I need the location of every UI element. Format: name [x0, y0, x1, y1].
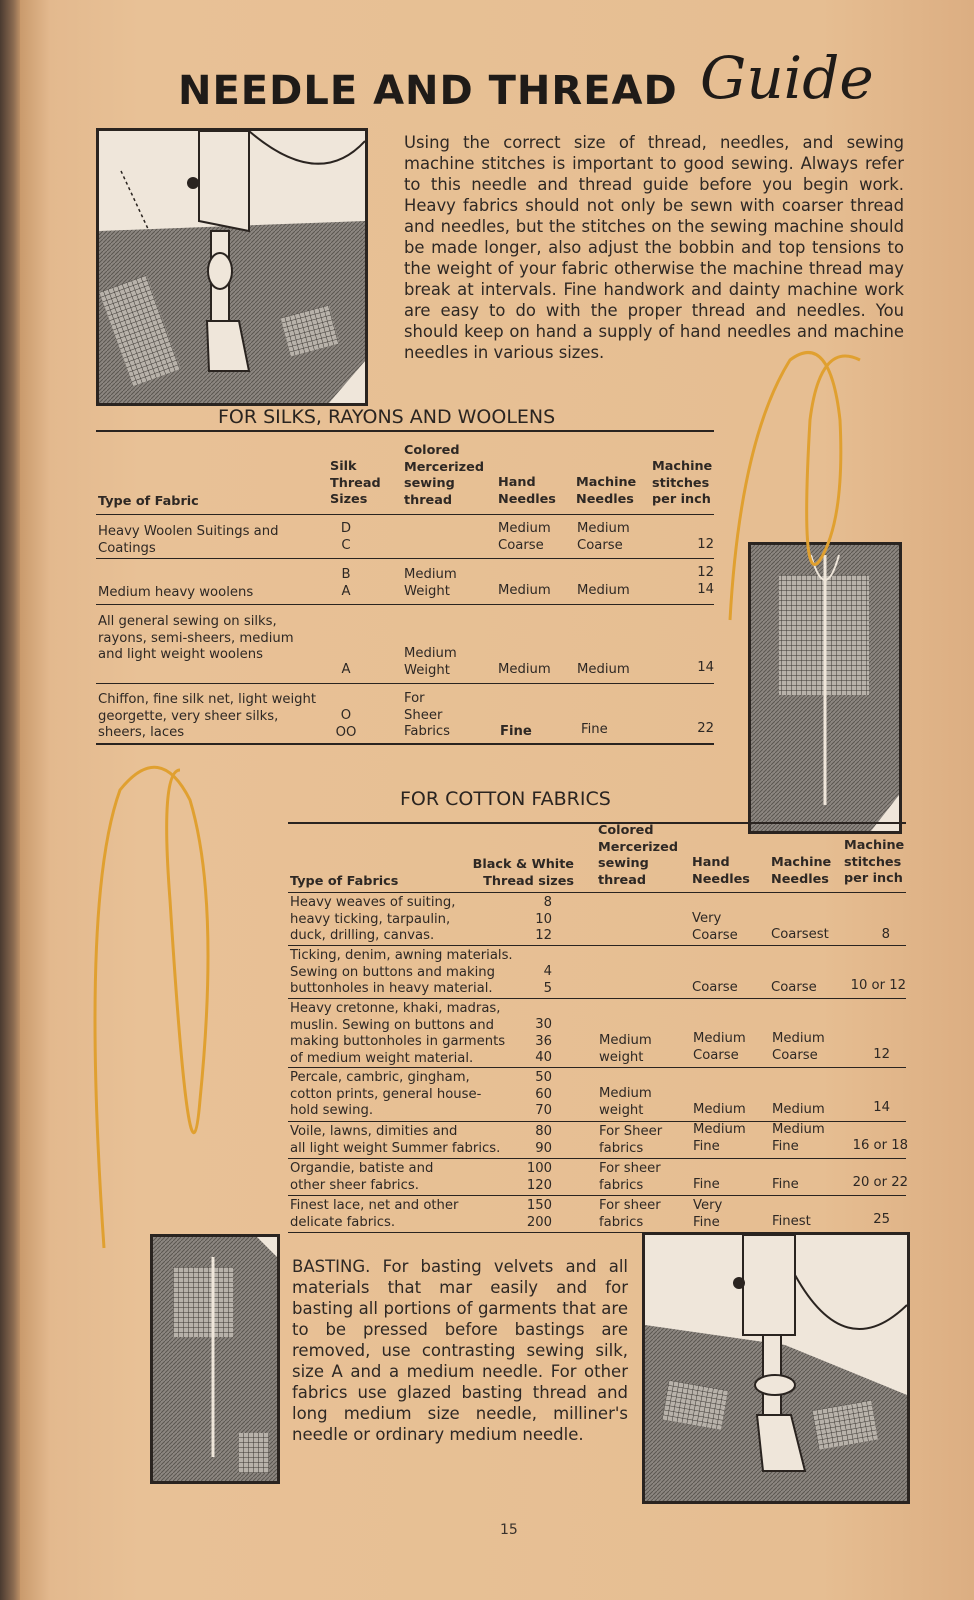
silk-table-top-rule [96, 430, 714, 432]
cotton-row-0-rule [288, 945, 906, 946]
cotton-row-6-colored: For sheer fabrics [599, 1198, 661, 1230]
silk-row-2-colored: Medium Weight [404, 646, 457, 678]
fabric-needle-illustration-bottom-left [150, 1234, 280, 1484]
cotton-row-2-hand: Medium Coarse [693, 1031, 746, 1063]
cotton-row-6-bw: 150 200 [526, 1198, 552, 1230]
silk-row-2-hand: Medium [498, 662, 551, 677]
cotton-row-3-stitches: 14 [873, 1100, 890, 1115]
silk-row-1-fabric: Medium heavy woolens [98, 585, 254, 600]
silk-row-2-rule [96, 683, 714, 684]
silk-row-3-colored: For Sheer Fabrics [404, 691, 451, 739]
silk-row-3-machine: Fine [581, 722, 608, 737]
silk-table-bottom-rule [96, 743, 714, 745]
cotton-row-6-machine: Finest [772, 1214, 811, 1229]
silk-row-1-rule [96, 604, 714, 605]
cotton-header-bw: Black & White Thread sizes [472, 857, 574, 889]
cotton-row-2-stitches: 12 [873, 1047, 890, 1062]
silk-row-3-hand: Fine [500, 724, 532, 739]
cotton-row-5-rule [288, 1195, 906, 1196]
silk-row-2-silk: A [341, 662, 351, 677]
cotton-row-1-hand: Coarse [692, 980, 738, 995]
book-spine-shadow [0, 0, 22, 1600]
cotton-row-6-hand: Very Fine [693, 1198, 723, 1230]
cotton-row-4-bw: 80 90 [535, 1124, 552, 1156]
cotton-row-5-hand: Fine [693, 1177, 720, 1192]
silk-row-2-machine: Medium [577, 662, 630, 677]
silk-row-0-stitches: 12 [697, 537, 714, 552]
cotton-header-rule [288, 892, 906, 893]
cotton-header-machine: Machine Needles [771, 855, 832, 887]
cotton-row-4-hand: Medium Fine [693, 1122, 746, 1154]
cotton-row-2-rule [288, 1067, 906, 1068]
cotton-row-2-bw: 30 36 40 [535, 1017, 552, 1065]
cotton-row-4-fabric: Voile, lawns, dimities and all light weight Summer fabrics. [290, 1124, 501, 1156]
cotton-row-0-bw: 8 10 12 [535, 895, 552, 943]
silk-table-title: FOR SILKS, RAYONS AND WOOLENS [218, 406, 556, 428]
cotton-row-0-fabric: Heavy weaves of suiting, heavy ticking, tarpaulin, duck, drilling, canvas. [290, 895, 456, 943]
silk-header-silk: Silk Thread Sizes [330, 459, 381, 507]
cotton-row-0-stitches: 8 [881, 927, 890, 942]
cotton-row-2-colored: Medium weight [599, 1033, 652, 1065]
cotton-row-2-machine: Medium Coarse [772, 1031, 825, 1063]
cotton-row-1-fabric: Ticking, denim, awning materials. Sewing on buttons and making buttonholes in heavy material. [290, 948, 513, 996]
cotton-row-5-colored: For sheer fabrics [599, 1161, 661, 1193]
silk-row-2-stitches: 14 [697, 660, 714, 675]
cotton-table-title: FOR COTTON FABRICS [400, 788, 611, 810]
silk-header-rule [96, 514, 714, 515]
silk-row-3-stitches: 22 [697, 721, 714, 736]
cotton-header-fabric: Type of Fabrics [290, 874, 399, 889]
cotton-row-6-fabric: Finest lace, net and other delicate fabrics. [290, 1198, 459, 1230]
fabric-needle-illustration-right [748, 542, 902, 834]
page-title-script: Guide [700, 44, 874, 112]
cotton-header-colored: Colored Mercerized sewing thread [598, 823, 678, 888]
cotton-row-1-stitches: 10 or 12 [850, 978, 906, 993]
silk-header-fabric: Type of Fabric [98, 494, 199, 509]
silk-row-0-hand: Medium Coarse [498, 521, 551, 553]
silk-row-1-silk: B A [341, 567, 351, 599]
silk-row-1-machine: Medium [577, 583, 630, 598]
cotton-row-3-colored: Medium weight [599, 1086, 652, 1118]
cotton-row-3-hand: Medium [693, 1102, 746, 1117]
silk-header-machine: Machine Needles [576, 475, 637, 507]
silk-header-colored: Colored Mercerized sewing thread [404, 443, 484, 508]
silk-row-2-fabric: All general sewing on silks, rayons, semi-sheers, medium and light weight woolens [98, 614, 294, 662]
cotton-row-3-fabric: Percale, cambric, gingham, cotton prints, general house- hold sewing. [290, 1070, 482, 1118]
basting-paragraph: BASTING. For basting velvets and all materials that mar easily and for basting all portions of garments that are to be pressed before bastings are removed, use contrasting sewing silk, size A and a medium needle. For other fabrics use glazed basting thread and long medium size needle, milliner's needle or ordinary medium needle. [292, 1257, 628, 1444]
cotton-header-stitches: Machine stitches per inch [844, 838, 905, 886]
cotton-row-5-machine: Fine [772, 1177, 799, 1192]
cotton-row-4-rule [288, 1158, 906, 1159]
sewing-machine-foot-illustration-top [96, 128, 368, 406]
cotton-row-2-fabric: Heavy cretonne, khaki, madras, muslin. Sewing on buttons and making buttonholes in garments of medium weight material. [290, 1001, 506, 1066]
cotton-row-4-stitches: 16 or 18 [852, 1138, 908, 1153]
cotton-table-top-rule [288, 822, 906, 824]
sewing-machine-foot-illustration-bottom [642, 1232, 910, 1504]
silk-row-0-silk: D C [340, 521, 352, 553]
cotton-row-0-machine: Coarsest [771, 927, 829, 942]
cotton-row-6-stitches: 25 [873, 1212, 890, 1227]
silk-header-hand: Hand Needles [498, 475, 556, 507]
cotton-row-4-machine: Medium Fine [772, 1122, 825, 1154]
cotton-row-5-bw: 100 120 [526, 1161, 552, 1193]
page-title: NEEDLE AND THREAD [178, 68, 678, 114]
cotton-header-hand: Hand Needles [692, 855, 750, 887]
silk-row-1-colored: Medium Weight [404, 567, 457, 599]
silk-row-3-fabric: Chiffon, fine silk net, light weight georgette, very sheer silks, sheers, laces [98, 692, 317, 740]
cotton-row-3-bw: 50 60 70 [535, 1070, 552, 1118]
cotton-row-5-fabric: Organdie, batiste and other sheer fabrics. [290, 1161, 434, 1193]
cotton-row-5-stitches: 20 or 22 [852, 1175, 908, 1190]
silk-row-3-silk: O OO [335, 708, 357, 740]
cotton-row-0-hand: Very Coarse [692, 911, 738, 943]
cotton-row-3-machine: Medium [772, 1102, 825, 1117]
cotton-row-1-machine: Coarse [771, 980, 817, 995]
silk-row-1-hand: Medium [498, 583, 551, 598]
silk-row-0-fabric: Heavy Woolen Suitings and Coatings [98, 524, 279, 556]
cotton-row-1-rule [288, 998, 906, 999]
intro-paragraph: Using the correct size of thread, needles, and sewing machine stitches is important to good sewing. Always refer to this needle and thread guide before you begin work. Heavy fabrics should not only be sewn with coarser thread and needles, but the stitches on the sewing machine should be made longer, also adjust the bobbin and top tensions to the weight of your fabric otherwise the machine thread may break at intervals. Fine handwork and dainty machine work are easy to do with the proper thread and needles. You should keep on hand a supply of hand needles and machine needles in various sizes. [404, 133, 904, 362]
silk-row-0-machine: Medium Coarse [577, 521, 630, 553]
page-number: 15 [500, 1522, 518, 1538]
silk-header-stitches: Machine stitches per inch [652, 459, 713, 507]
silk-row-1-stitches: 12 14 [697, 565, 714, 597]
cotton-row-1-bw: 4 5 [543, 964, 552, 996]
cotton-row-4-colored: For Sheer fabrics [599, 1124, 663, 1156]
silk-row-0-rule [96, 558, 714, 559]
